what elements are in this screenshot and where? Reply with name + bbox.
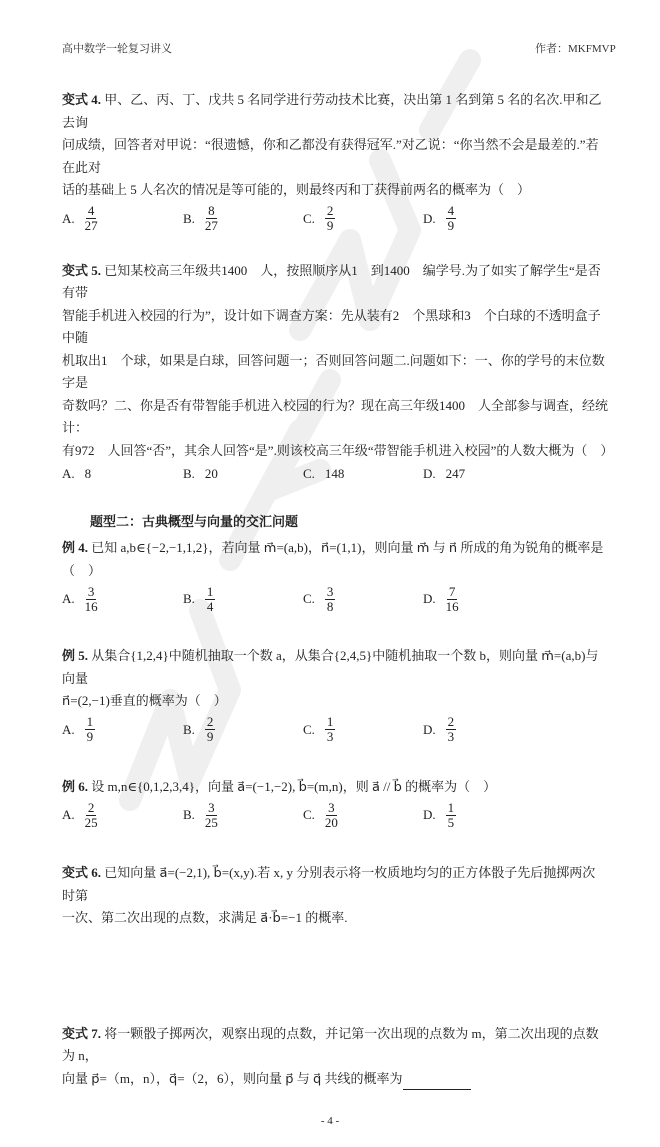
option-c[interactable] xyxy=(303,798,338,832)
fraction xyxy=(205,204,218,233)
denominator: 8 xyxy=(326,598,334,614)
numerator: 4 xyxy=(87,203,95,218)
option-c[interactable] xyxy=(303,462,344,486)
numerator: 1 xyxy=(206,583,214,599)
question-line xyxy=(62,305,608,350)
question-text: 已知向量 a⃗=(−2,1), b⃗=(x,y).若 x, y 分别表示将一枚质地均匀的正方体骰子先后抛掷两次时第 xyxy=(62,865,596,903)
denominator: 27 xyxy=(204,218,218,233)
question-text: 智能手机进入校园的行为”，设计如下调查方案：先从装有2 个黑球和3 个白球的不透明盒子中随 xyxy=(62,307,601,345)
denominator: 3 xyxy=(326,729,334,744)
answer-blank[interactable] xyxy=(403,1075,471,1090)
denominator: 16 xyxy=(84,598,98,614)
option-value: 8 xyxy=(84,466,92,481)
option-letter: C. xyxy=(303,721,315,737)
question-text: 机取出1 个球，如果是白球，回答问题一；否则回答问题二.问题如下：一、你的学号的末位数字是 xyxy=(62,352,605,390)
option-a[interactable] xyxy=(62,713,95,747)
fraction xyxy=(325,715,336,744)
question-line xyxy=(62,537,608,582)
numerator: 2 xyxy=(206,714,214,729)
question-label: 变式 6. xyxy=(62,865,102,880)
question-line xyxy=(62,134,608,179)
question-text: 向量 p⃗=（m，n），q⃗=（2，6），则向量 p⃗ 与 q⃗ 共线的概率为 xyxy=(62,1070,403,1086)
fraction xyxy=(446,715,457,744)
denominator: 9 xyxy=(86,729,94,744)
option-letter: B. xyxy=(183,591,195,606)
question-label: 变式 7. xyxy=(62,1025,102,1041)
numerator: 3 xyxy=(326,583,334,599)
fraction xyxy=(205,585,216,614)
option-letter: D. xyxy=(423,591,436,606)
question-line xyxy=(62,862,608,907)
numerator: 1 xyxy=(326,714,334,729)
question-line xyxy=(62,907,608,930)
option-value: 148 xyxy=(324,466,345,481)
question-line xyxy=(62,1023,608,1068)
denominator: 5 xyxy=(447,814,455,830)
option-c[interactable] xyxy=(303,202,335,236)
option-d[interactable] xyxy=(423,462,465,486)
numerator: 3 xyxy=(87,583,95,599)
question-label: 变式 4. xyxy=(62,92,102,107)
numerator: 1 xyxy=(86,714,94,729)
numerator: 4 xyxy=(447,203,455,218)
option-d[interactable] xyxy=(423,202,456,236)
option-letter: C. xyxy=(303,210,315,226)
fraction xyxy=(446,585,459,614)
option-a[interactable] xyxy=(62,798,98,832)
numerator: 1 xyxy=(447,799,455,815)
fraction xyxy=(325,204,336,233)
option-b[interactable] xyxy=(183,202,218,236)
question-line xyxy=(62,690,608,713)
option-letter: D. xyxy=(423,807,436,822)
denominator: 3 xyxy=(447,729,455,744)
question-7 xyxy=(62,1023,608,1091)
option-value: 247 xyxy=(445,466,466,481)
denominator: 27 xyxy=(84,218,98,233)
options xyxy=(62,798,608,832)
question-4 xyxy=(62,645,608,747)
question-line xyxy=(62,395,608,440)
section-title: 题型二：古典概型与向量的交汇问题 xyxy=(90,514,299,529)
question-1 xyxy=(62,89,608,236)
question-line xyxy=(62,440,614,463)
denominator: 4 xyxy=(206,598,214,614)
option-b[interactable] xyxy=(183,462,218,486)
options xyxy=(62,582,608,616)
denominator: 9 xyxy=(206,729,214,744)
question-2 xyxy=(62,260,614,487)
option-d[interactable] xyxy=(423,798,456,832)
option-d[interactable] xyxy=(423,582,459,616)
option-letter: B. xyxy=(183,807,195,822)
question-text: 问成绩，回答者对甲说：“很遗憾，你和乙都没有获得冠军.”对乙说：“你当然不会是最差的.”若在此对 xyxy=(62,137,599,175)
question-line xyxy=(62,179,608,202)
option-a[interactable] xyxy=(62,462,91,486)
fraction xyxy=(205,801,218,830)
header-author: 作者：MKFMVP xyxy=(535,43,616,55)
option-letter: C. xyxy=(303,466,315,481)
option-letter: A. xyxy=(62,807,75,822)
header-left: 高中数学一轮复习讲义 xyxy=(62,43,172,55)
question-line xyxy=(62,260,608,305)
option-letter: A. xyxy=(62,466,75,481)
question-line xyxy=(62,350,608,395)
fraction xyxy=(446,204,457,233)
page-number: - 4 - xyxy=(320,1115,340,1127)
option-b[interactable] xyxy=(183,798,218,832)
option-letter: B. xyxy=(183,721,195,737)
option-letter: D. xyxy=(423,466,436,481)
option-letter: C. xyxy=(303,807,315,822)
fraction xyxy=(85,204,98,233)
numerator: 2 xyxy=(447,714,455,729)
option-letter: D. xyxy=(423,721,436,737)
option-d[interactable] xyxy=(423,713,456,747)
question-5 xyxy=(62,776,608,833)
question-text: n⃗=(2,−1)垂直的概率为（ ） xyxy=(62,693,227,708)
numerator: 3 xyxy=(328,799,335,815)
denominator: 25 xyxy=(84,814,98,830)
option-b[interactable] xyxy=(183,713,215,747)
denominator: 16 xyxy=(445,598,459,614)
fraction xyxy=(85,585,98,614)
option-letter: B. xyxy=(183,466,195,481)
option-letter: B. xyxy=(183,210,195,226)
option-a[interactable] xyxy=(62,202,98,236)
question-line xyxy=(62,89,608,134)
question-text: 甲、乙、丙、丁、戊共 5 名同学进行劳动技术比赛，决出第 1 名到第 5 名的名次.甲和乙去询 xyxy=(62,92,602,130)
option-letter: A. xyxy=(62,721,75,737)
question-label: 例 6. xyxy=(62,778,89,794)
numerator: 8 xyxy=(208,203,215,218)
option-letter: A. xyxy=(62,210,75,226)
numerator: 2 xyxy=(87,799,95,815)
question-text: 从集合{1,2,4}中随机抽取一个数 a，从集合{2,4,5}中随机抽取一个数 b，则向量 m⃗=(a,b)与向量 xyxy=(62,648,599,686)
option-c[interactable] xyxy=(303,713,335,747)
question-text: 有972 人回答“否”，其余人回答“是”.则该校高三年级“带智能手机进入校园”的人数大概为（ ） xyxy=(62,442,614,458)
fraction xyxy=(205,715,216,744)
question-label: 变式 5. xyxy=(62,262,102,278)
question-text: 话的基础上 5 人名次的情况是等可能的，则最终丙和丁获得前两名的概率为（ ） xyxy=(62,182,531,197)
question-text: 将一颗骰子掷两次，观察出现的点数，并记第一次出现的点数为 m，第二次出现的点数为 n， xyxy=(62,1025,599,1063)
option-a[interactable] xyxy=(62,582,98,616)
question-line xyxy=(62,1068,608,1091)
question-text: 已知某校高三年级共1400 人，按照顺序从1 到1400 编学号.为了如实了解学生“是否有带 xyxy=(62,262,601,300)
question-line xyxy=(62,776,608,799)
options xyxy=(62,202,608,236)
option-letter: C. xyxy=(303,591,315,606)
numerator: 2 xyxy=(326,203,334,218)
fraction xyxy=(325,585,336,614)
option-c[interactable] xyxy=(303,582,335,616)
question-line xyxy=(62,645,608,690)
question-text: 奇数吗？二、你是否有带智能手机进入校园的行为？现在高三年级1400 人全部参与调查，经统计： xyxy=(62,397,609,435)
question-6 xyxy=(62,862,608,930)
options xyxy=(62,713,608,747)
question-text: 已知 a,b∈{−2,−1,1,2}，若向量 m⃗=(a,b)，n⃗=(1,1)，则向量 m⃗ 与 n⃗ 所成的角为锐角的概率是（ ） xyxy=(62,540,604,578)
denominator: 9 xyxy=(447,218,455,233)
option-letter: A. xyxy=(62,591,75,606)
denominator: 20 xyxy=(324,814,338,830)
numerator: 7 xyxy=(448,583,456,599)
option-b[interactable] xyxy=(183,582,215,616)
question-label: 例 4. xyxy=(62,540,89,555)
question-text: 设 m,n∈{0,1,2,3,4}，向量 a⃗=(−1,−2), b⃗=(m,n)，则 a⃗ // b⃗ 的概率为（ ） xyxy=(91,778,497,794)
fraction xyxy=(85,715,96,744)
fraction xyxy=(325,801,338,830)
option-letter: D. xyxy=(423,210,436,226)
page-content xyxy=(62,0,614,1147)
question-text: 一次、第二次出现的点数，求满足 a⃗·b⃗=−1 的概率. xyxy=(62,910,348,925)
question-3 xyxy=(62,537,608,616)
denominator: 25 xyxy=(204,814,218,830)
fraction xyxy=(85,801,98,830)
fraction xyxy=(446,801,457,830)
options xyxy=(62,462,608,486)
question-label: 例 5. xyxy=(62,648,89,663)
option-value: 20 xyxy=(204,466,218,481)
denominator: 9 xyxy=(326,218,334,233)
numerator: 3 xyxy=(208,799,215,815)
